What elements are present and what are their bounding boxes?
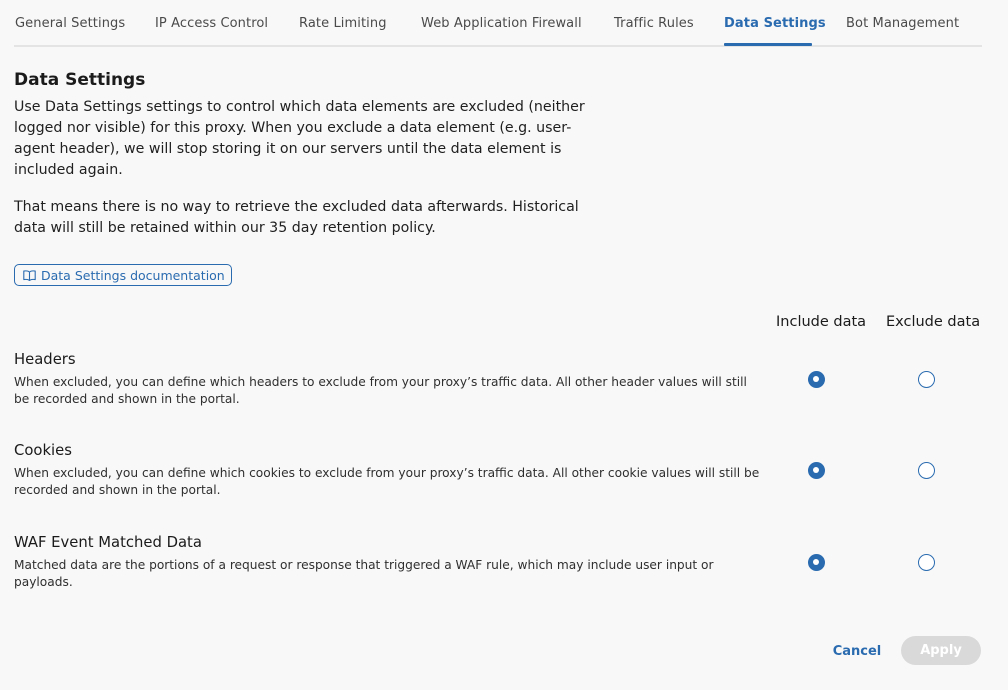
setting-description: When excluded, you can define which cookies to exclude from your proxy’s traffic data. All other cookie values will still be recorded and shown in the portal. bbox=[14, 466, 760, 497]
tab-general-settings[interactable]: General Settings bbox=[15, 16, 126, 31]
cancel-button[interactable]: Cancel bbox=[829, 637, 885, 665]
book-icon bbox=[23, 270, 36, 281]
setting-title: Cookies bbox=[14, 442, 72, 459]
tab-rate-limiting[interactable]: Rate Limiting bbox=[299, 16, 387, 31]
include-data-column-header: Include data bbox=[776, 314, 867, 330]
exclude-radio[interactable] bbox=[918, 462, 935, 479]
documentation-link-label: Data Settings documentation bbox=[41, 267, 225, 283]
active-tab-indicator bbox=[724, 43, 812, 46]
include-radio[interactable] bbox=[808, 462, 825, 479]
setting-description: Matched data are the portions of a request or response that triggered a WAF rule, which may include user input or payloads. bbox=[14, 558, 714, 589]
setting-title: WAF Event Matched Data bbox=[14, 534, 202, 551]
include-radio[interactable] bbox=[808, 371, 825, 388]
exclude-data-column-header: Exclude data bbox=[886, 314, 981, 330]
setting-title: Headers bbox=[14, 351, 76, 368]
exclude-radio[interactable] bbox=[918, 371, 935, 388]
tab-traffic-rules[interactable]: Traffic Rules bbox=[614, 16, 694, 31]
settings-tab-bar bbox=[14, 0, 982, 47]
tab-ip-access-control[interactable]: IP Access Control bbox=[155, 16, 269, 31]
tab-web-application-firewall[interactable]: Web Application Firewall bbox=[421, 16, 582, 31]
tab-bot-management[interactable]: Bot Management bbox=[846, 16, 960, 31]
include-radio[interactable] bbox=[808, 554, 825, 571]
apply-button[interactable]: Apply bbox=[901, 636, 981, 665]
documentation-link[interactable] bbox=[14, 264, 232, 286]
page-title: Data Settings bbox=[14, 70, 146, 90]
exclude-radio[interactable] bbox=[918, 554, 935, 571]
setting-description: When excluded, you can define which headers to exclude from your proxy’s traffic data. All other header values will still be recorded and shown in the portal. bbox=[14, 375, 747, 406]
section-description: Use Data Settings settings to control which data elements are excluded (neither logged nor visible) for this proxy. When you exclude a data element (e.g. user-agent header), we will stop storing it on our servers until the data element is included again. bbox=[14, 99, 585, 178]
tab-data-settings[interactable]: Data Settings bbox=[724, 16, 826, 31]
retention-note: That means there is no way to retrieve the excluded data afterwards. Historical data will still be retained within our 35 day retention policy. bbox=[14, 199, 579, 236]
